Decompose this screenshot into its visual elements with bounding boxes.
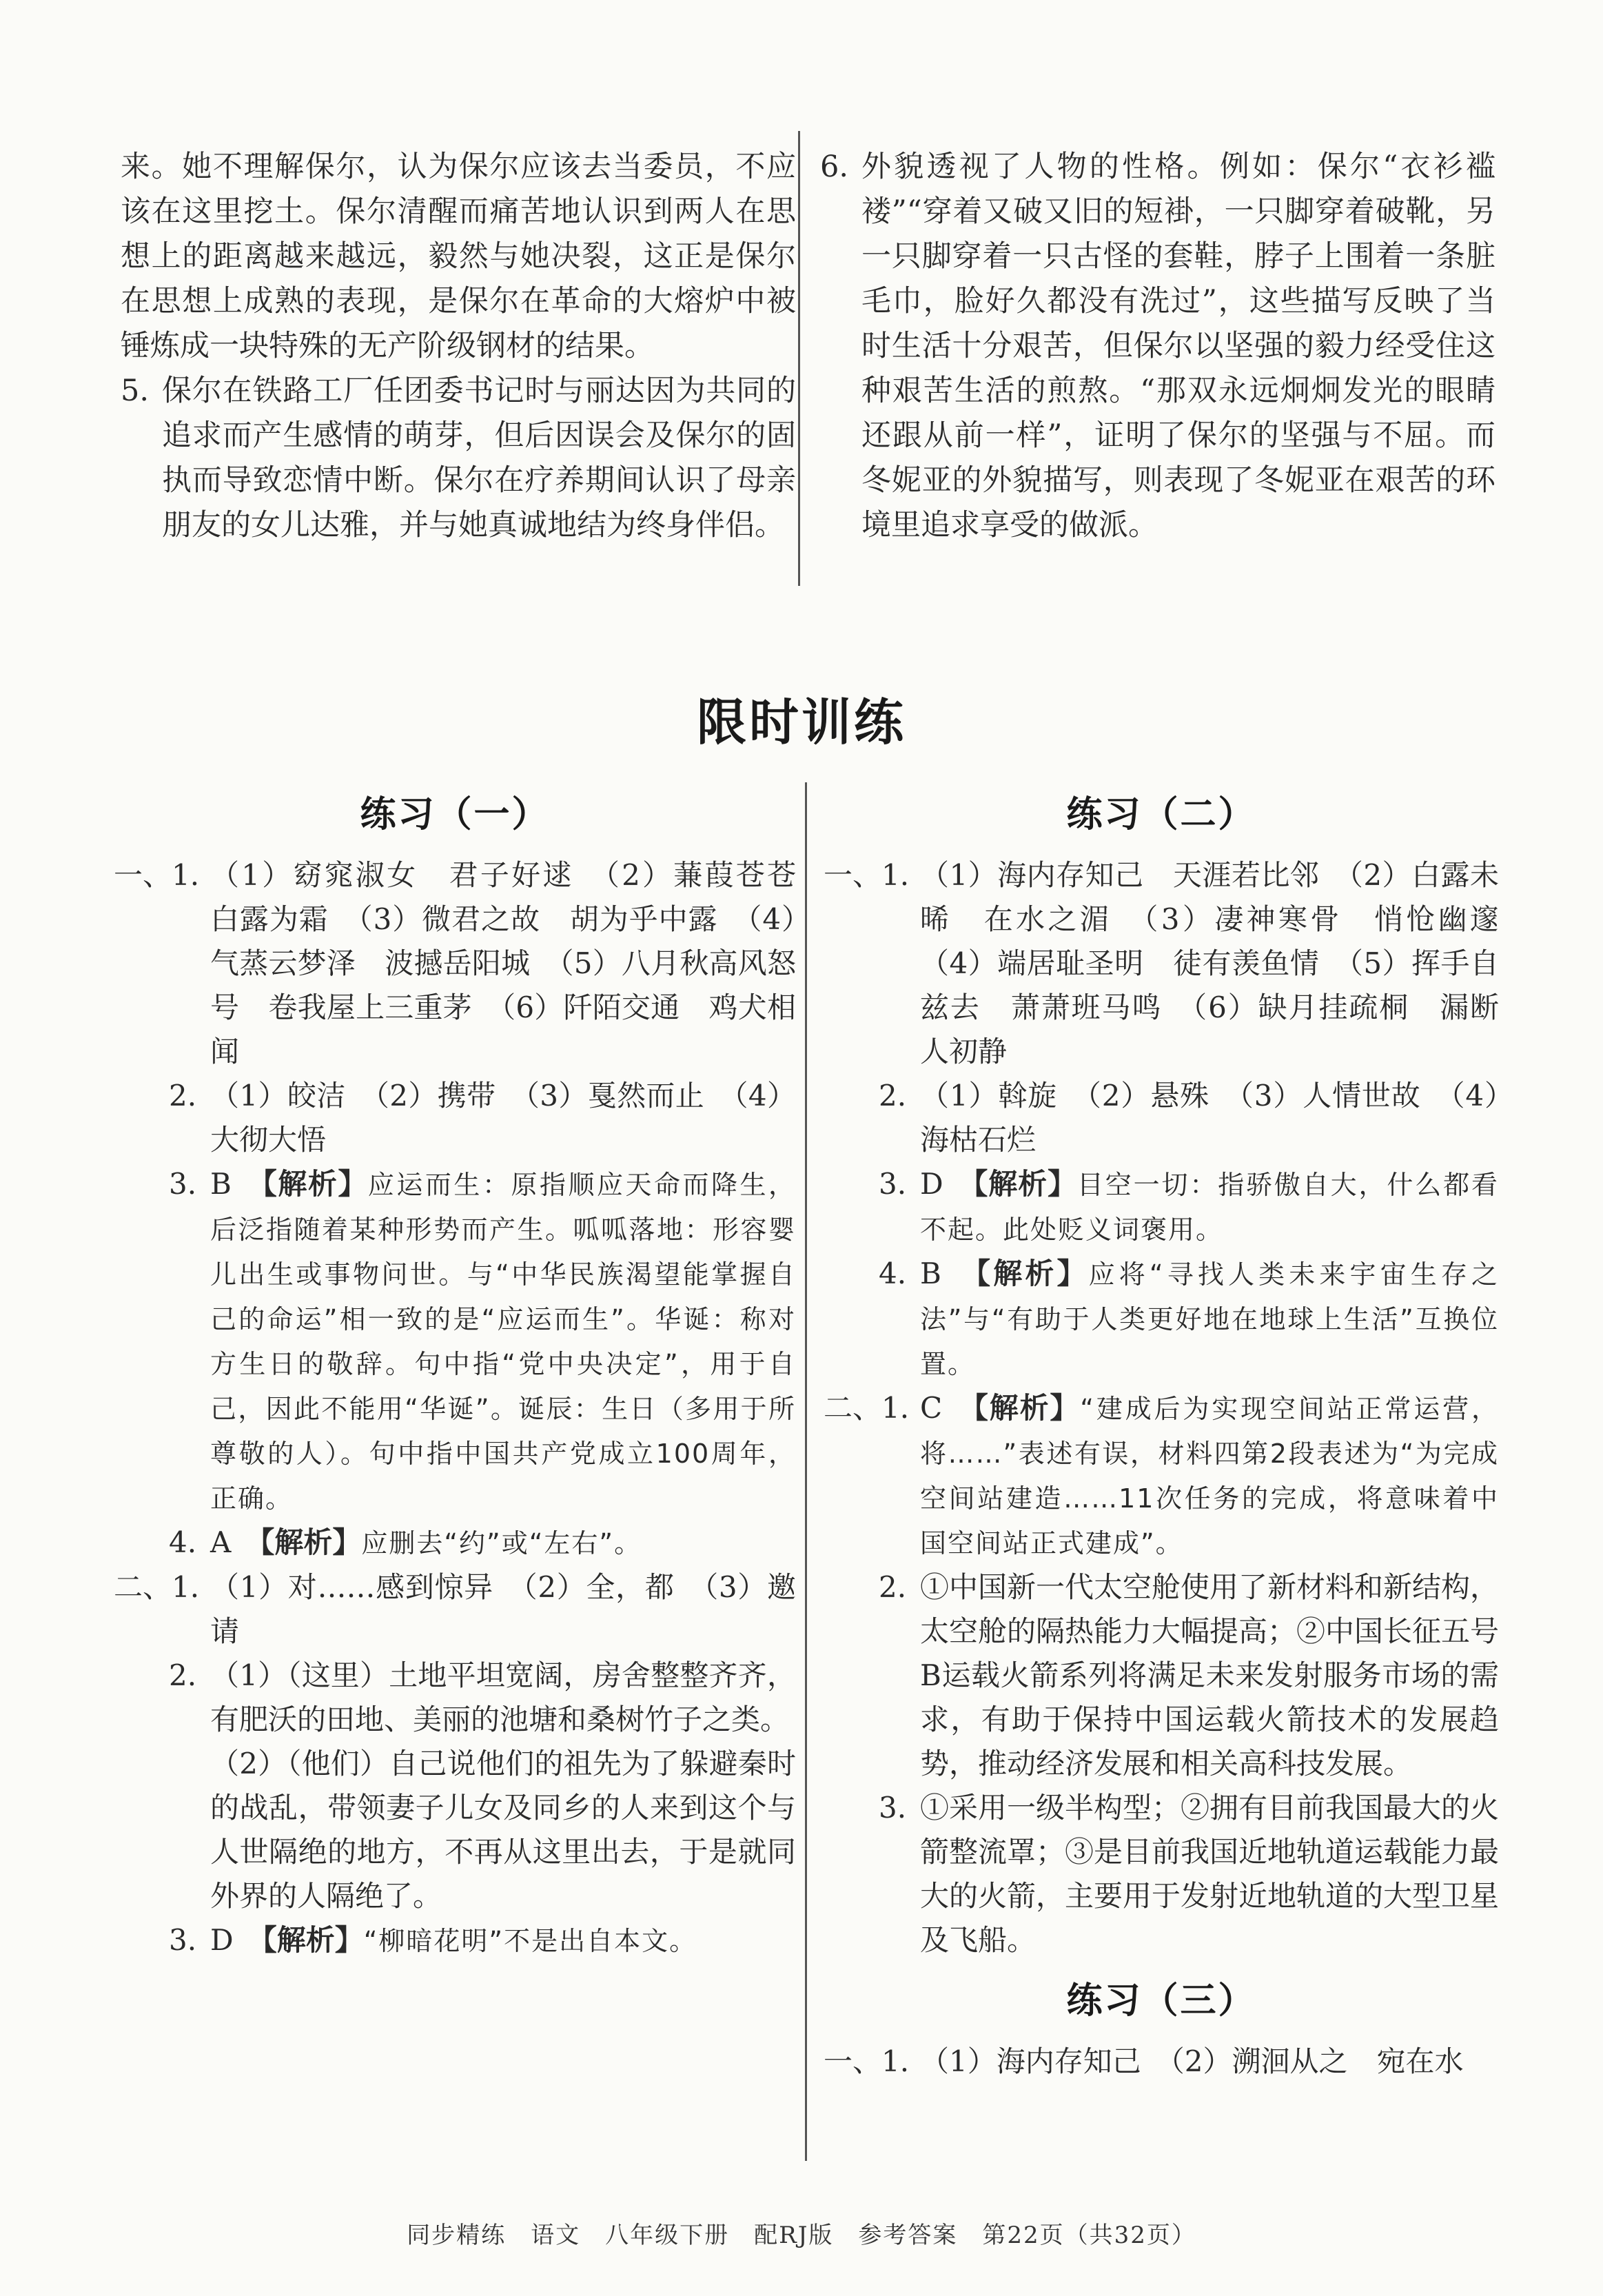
answer-text: ①中国新一代太空舱使用了新材料和新结构，太空舱的隔热能力大幅提高；②中国长征五号B运载火箭系列将满足未来发射服务市场的需求，有助于保持中国运载火箭技术的发展趋势，推动经济发展和相关高科技发展。 bbox=[920, 1570, 1500, 1780]
top-left-column bbox=[121, 145, 796, 548]
question-prefix: 3. bbox=[879, 1791, 907, 1825]
ex2-s1-q4 bbox=[824, 1252, 1499, 1386]
analysis-tag: 【解析】 bbox=[973, 1167, 1077, 1201]
ex2-s1-q3 bbox=[824, 1162, 1499, 1252]
analysis-tag: 【解析】 bbox=[973, 1391, 1081, 1425]
exercise-3-title: 练习（三） bbox=[1066, 1980, 1256, 2022]
analysis-text: 应将“寻找人类未来宇宙生存之法”与“有助于人类更好地在地球上生活”互换位置。 bbox=[920, 1259, 1499, 1379]
question-prefix: 一、1. bbox=[114, 858, 200, 892]
item-number: 6. bbox=[820, 150, 849, 184]
analysis-text: 应运而生：原指顺应天命而降生，后泛指随着某种形势而产生。呱呱落地：形容婴儿出生或事物问世。与“中华民族渴望能掌握自己的命运”相一致的是“应运而生”。华诞：称对方生日的敬辞。句中指“党中央决定”，用于自己，因此不能用“华诞”。诞辰：生日（多用于所尊敬的人）。句中指中国共产党成立100周年，正确。 bbox=[210, 1170, 796, 1514]
answer-text: （1）窈窕淑女 君子好逑 （2）蒹葭苍苍 白露为霜 （3）微君之故 胡为乎中露 （4）气蒸云梦泽 波撼岳阳城 （5）八月秋高风怒号 卷我屋上三重茅 （6）阡陌交通 鸡犬相闻 bbox=[210, 858, 826, 1068]
ex1-s1-q3 bbox=[114, 1162, 796, 1521]
ex2-s2-q2 bbox=[824, 1565, 1499, 1786]
question-prefix: 4. bbox=[879, 1257, 907, 1290]
answer-choice: D bbox=[210, 1923, 234, 1957]
ex1-s1-q1 bbox=[114, 853, 826, 1074]
question-prefix: 2. bbox=[879, 1570, 907, 1604]
question-prefix: 二、1. bbox=[114, 1570, 200, 1604]
page-footer: 同步精练 语文 八年级下册 配RJ版 参考答案 第22页（共32页） bbox=[407, 2222, 1196, 2249]
item-number: 5. bbox=[121, 374, 150, 408]
question-prefix: 二、1. bbox=[824, 1391, 910, 1425]
question-prefix: 一、1. bbox=[824, 2044, 910, 2078]
question-prefix: 2. bbox=[879, 1079, 907, 1113]
ex1-s2-q2-part2: （2）（他们）自己说他们的祖先为了躲避秦时的战乱，带领妻子儿女及同乡的人来到这个与人世隔绝的地方，不再从这里出去，于是就同外界的人隔绝了。 bbox=[210, 1747, 796, 1913]
question-prefix: 3. bbox=[169, 1167, 197, 1201]
answer-text: （1）皎洁 （2）携带 （3）戛然而止 （4）大彻大悟 bbox=[210, 1079, 796, 1157]
ex2-s2-q3 bbox=[824, 1786, 1499, 1962]
exercise-1-column bbox=[114, 793, 826, 1963]
ex1-s1-q4 bbox=[114, 1521, 796, 1565]
ex2-s2-q1 bbox=[824, 1386, 1499, 1565]
answer-text: （1）海内存知己 （2）溯洄从之 宛在水 bbox=[920, 2044, 1464, 2078]
analysis-tag: 【解析】 bbox=[262, 1923, 364, 1957]
answer-text: （1）斡旋 （2）悬殊 （3）人情世故 （4）海枯石烂 bbox=[920, 1079, 1499, 1157]
question-prefix: 3. bbox=[169, 1923, 197, 1957]
exercise-1-title: 练习（一） bbox=[360, 794, 550, 835]
top-column-divider bbox=[798, 131, 800, 586]
question-prefix: 3. bbox=[879, 1167, 907, 1201]
top-right-column bbox=[820, 145, 1495, 548]
item-text: 外貌透视了人物的性格。例如：保尔“衣衫褴褛”“穿着又破又旧的短褂，一只脚穿着破靴，另一只脚穿着一只古怪的套鞋，脖子上围着一条脏毛巾，脸好久都没有洗过”，这些描写反映了当时生活十分艰苦，但保尔以坚强的毅力经受住这种艰苦生活的煎熬。“那双永远炯炯发光的眼睛还跟从前一样”，证明了保尔的坚强与不屈。而冬妮亚的外貌描写，则表现了冬妮亚在艰苦的环境里追求享受的做派。 bbox=[861, 150, 1495, 542]
question-prefix: 2. bbox=[169, 1658, 197, 1692]
ex2-s1-q2 bbox=[824, 1074, 1499, 1162]
ex2-s1-q1 bbox=[824, 853, 1529, 1074]
analysis-text: 目空一切：指骄傲自大，什么都看不起。此处贬义词褒用。 bbox=[920, 1170, 1499, 1245]
ex1-s2-q1 bbox=[114, 1565, 796, 1654]
question-prefix: 一、1. bbox=[824, 858, 910, 892]
answer-text: （1）对……感到惊异 （2）全，都 （3）邀请 bbox=[210, 1570, 796, 1648]
answer-text: ①采用一级半构型；②拥有目前我国最大的火箭整流罩；③是目前我国近地轨道运载能力最大的火箭，主要用于发射近地轨道的大型卫星及飞船。 bbox=[920, 1791, 1500, 1957]
answer-item-5 bbox=[121, 369, 796, 548]
exercise-2-title: 练习（二） bbox=[1066, 794, 1256, 835]
section-title: 限时训练 bbox=[696, 693, 906, 751]
analysis-text: “柳暗花明”不是出自本文。 bbox=[363, 1926, 697, 1956]
exercise-2-column bbox=[824, 793, 1529, 2084]
column-divider bbox=[805, 782, 807, 2161]
analysis-tag: 【解析】 bbox=[262, 1167, 368, 1201]
answer-choice: C bbox=[920, 1391, 943, 1425]
analysis-text: 应删去“约”或“左右”。 bbox=[361, 1528, 642, 1558]
question-prefix: 4. bbox=[169, 1525, 197, 1559]
question-prefix: 2. bbox=[169, 1079, 197, 1113]
answer-text: （1）（这里）土地平坦宽阔，房舍整整齐齐，有肥沃的田地、美丽的池塘和桑树竹子之类。 bbox=[210, 1658, 796, 1736]
answer-choice: D bbox=[920, 1167, 943, 1201]
analysis-tag: 【解析】 bbox=[260, 1525, 362, 1559]
item-text: 保尔在铁路工厂任团委书记时与丽达因为共同的追求而产生感情的萌芽，但后因误会及保尔的固执而导致恋情中断。保尔在疗养期间认识了母亲朋友的女儿达雅，并与她真诚地结为终身伴侣。 bbox=[162, 374, 796, 542]
answer-choice: B bbox=[210, 1167, 232, 1201]
answer-item-6 bbox=[820, 145, 1495, 548]
ex1-s1-q2 bbox=[114, 1074, 796, 1162]
analysis-tag: 【解析】 bbox=[976, 1257, 1089, 1290]
ex3-s1-q1 bbox=[824, 2040, 1499, 2084]
answer-choice: A bbox=[210, 1525, 232, 1559]
ex1-s2-q3 bbox=[114, 1918, 796, 1963]
ex1-s2-q2 bbox=[114, 1654, 796, 1742]
continuation-paragraph: 来。她不理解保尔，认为保尔应该去当委员，不应该在这里挖土。保尔清醒而痛苦地认识到两人在思想上的距离越来越远，毅然与她决裂，这正是保尔在思想上成熟的表现，是保尔在革命的大熔炉中被锤炼成一块特殊的无产阶级钢材的结果。 bbox=[121, 150, 796, 363]
answer-choice: B bbox=[920, 1257, 941, 1290]
answer-text: （1）海内存知己 天涯若比邻 （2）白露未晞 在水之湄 （3）凄神寒骨 悄怆幽邃 （4）端居耻圣明 徒有羡鱼情 （5）挥手自兹去 萧萧班马鸣 （6）缺月挂疏桐 漏断人初静 bbox=[920, 858, 1529, 1068]
analysis-text: “建成后为实现空间站正常运营，将……”表述有误，材料四第2段表述为“为完成空间站建造……11次任务的完成，将意味着中国空间站正式建成”。 bbox=[920, 1394, 1499, 1558]
